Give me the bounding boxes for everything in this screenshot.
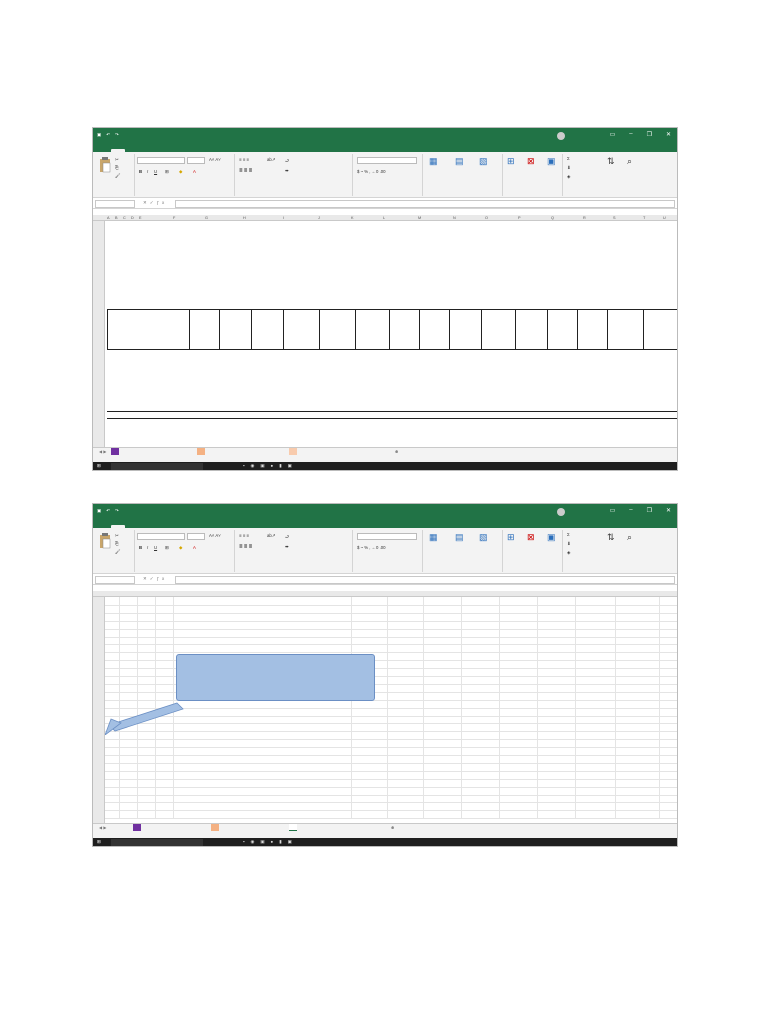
taskbar-apps-icon[interactable]: ▪◉▣●▮▣ — [243, 839, 298, 844]
header-divider — [389, 309, 390, 349]
grid-row-line — [105, 747, 677, 748]
column-header[interactable]: B — [115, 215, 118, 220]
formula-bar — [93, 199, 677, 209]
header-divider — [515, 309, 516, 349]
wrap-text-icon: ⮐ — [285, 158, 289, 163]
clear-button[interactable] — [567, 550, 570, 556]
number-group — [353, 154, 423, 196]
eraser-icon: ◈ — [567, 174, 571, 179]
transactions-callout — [176, 654, 375, 701]
format-cells-icon[interactable]: ▣ — [547, 156, 556, 166]
delete-cells-icon[interactable]: ⊠ — [527, 532, 535, 542]
underline-icon[interactable]: U — [154, 545, 158, 550]
status-bar — [93, 831, 677, 838]
undo-icon[interactable]: ↶ — [106, 508, 111, 513]
column-headers — [93, 215, 677, 221]
formula-bar — [93, 575, 677, 585]
minimize-icon[interactable]: – — [629, 131, 633, 137]
restore-icon[interactable]: ❐ — [646, 132, 652, 138]
header-top — [107, 309, 677, 310]
windows-start-icon[interactable]: ⊞ — [97, 463, 101, 468]
borders-icon[interactable]: ⊞ — [165, 169, 169, 174]
font-size-select[interactable] — [187, 533, 205, 540]
column-header[interactable]: U — [663, 215, 666, 220]
header-divider — [577, 309, 578, 349]
column-header[interactable]: S — [613, 215, 616, 220]
column-header[interactable]: T — [643, 215, 646, 220]
sheet-nav-icon[interactable]: ◀ ▶ — [99, 449, 107, 454]
row-headers — [93, 221, 105, 447]
column-header[interactable]: K — [351, 215, 354, 220]
taskbar-search[interactable] — [111, 839, 203, 847]
grid-row-line — [105, 802, 677, 803]
format-painter-icon[interactable]: 🖌 — [115, 173, 121, 178]
grid-row-line — [105, 787, 677, 788]
grid-row-line — [105, 613, 677, 614]
clipboard-group — [93, 154, 135, 196]
excel-screenshot-entries — [92, 503, 678, 847]
autosum-button[interactable] — [567, 532, 570, 537]
sheet-tab-ho-expense[interactable] — [289, 824, 297, 831]
grid-row-line — [105, 779, 677, 780]
grid-row-line — [105, 810, 677, 811]
orientation-icon[interactable]: ab↗ — [267, 157, 276, 162]
column-header[interactable]: M — [418, 215, 422, 220]
worksheet-grid[interactable] — [93, 591, 677, 823]
cell-styles-icon[interactable]: ▧ — [479, 156, 488, 166]
column-header[interactable]: O — [485, 215, 488, 220]
grid-row-line — [105, 739, 677, 740]
title-bar — [93, 504, 677, 518]
find-select-icon[interactable]: ⌕ — [627, 532, 633, 542]
header-divider — [283, 309, 284, 349]
header-divider — [643, 309, 644, 349]
sheet-tab-site-expense[interactable] — [211, 824, 219, 831]
font-name-select[interactable] — [137, 157, 185, 164]
header-divider — [547, 309, 548, 349]
header-divider — [355, 309, 356, 349]
column-header[interactable]: D — [131, 215, 134, 220]
minimize-icon[interactable]: – — [629, 507, 633, 513]
conditional-formatting-icon[interactable]: ▦ — [429, 156, 438, 166]
grid-row-line — [105, 605, 677, 606]
column-header[interactable]: P — [518, 215, 521, 220]
save-icon[interactable]: ▣ — [97, 508, 102, 513]
column-headers — [93, 591, 677, 597]
header-divider — [319, 309, 320, 349]
fill-icon: ⬇ — [567, 541, 571, 546]
grow-font-icon[interactable]: A˄ A˅ — [209, 533, 221, 538]
underline-icon[interactable]: U — [154, 169, 158, 174]
column-header[interactable]: Q — [551, 215, 554, 220]
wrap-text-button[interactable] — [285, 157, 289, 165]
header-divider — [607, 309, 608, 349]
fill-icon: ⬇ — [567, 165, 571, 170]
align-top-icon[interactable]: ≡ ≡ ≡ — [239, 157, 249, 162]
grid-row-line — [105, 755, 677, 756]
grid-row-line — [105, 644, 677, 645]
delete-cells-icon[interactable]: ⊠ — [527, 156, 535, 166]
column-header[interactable]: F — [173, 215, 176, 220]
windows-taskbar — [93, 462, 677, 471]
wrap-text-icon: ⮐ — [285, 534, 289, 539]
align-left-icon[interactable]: ≣ ≣ ≣ — [239, 168, 253, 173]
header-divider — [449, 309, 450, 349]
grid-row-line — [105, 771, 677, 772]
styles-group — [423, 154, 503, 196]
accounting-format-icon[interactable]: $ ~ % , ←0 .00 — [357, 545, 386, 550]
grid-row-line — [105, 637, 677, 638]
grow-font-icon[interactable]: A˄ A˅ — [209, 157, 221, 162]
copy-icon[interactable]: ⎘ — [115, 165, 119, 170]
number-format-select[interactable] — [357, 157, 417, 164]
formula-icons[interactable]: ✕✓ƒx — [143, 200, 168, 205]
cell-styles-icon[interactable]: ▧ — [479, 532, 488, 542]
italic-icon[interactable]: I — [147, 545, 149, 550]
conditional-formatting-icon[interactable]: ▦ — [429, 532, 438, 542]
orientation-icon[interactable]: ab↗ — [267, 533, 276, 538]
editing-group — [563, 154, 678, 196]
status-bar — [93, 455, 677, 462]
paste-icon[interactable] — [99, 533, 111, 549]
copy-icon[interactable]: ⎘ — [115, 541, 119, 546]
total-top — [107, 411, 677, 412]
close-icon[interactable]: ✕ — [665, 132, 671, 138]
header-divider — [481, 309, 482, 349]
merge-center-button[interactable] — [285, 544, 289, 550]
number-format-select[interactable] — [357, 533, 417, 540]
sheet-tab-report[interactable] — [111, 448, 119, 455]
merge-icon: ⬌ — [285, 168, 289, 173]
header-divider — [189, 309, 190, 349]
font-name-select[interactable] — [137, 533, 185, 540]
grid-row-line — [105, 716, 677, 717]
alignment-group — [235, 530, 353, 572]
number-group — [353, 530, 423, 572]
cells-group — [503, 530, 563, 572]
grid-row-line — [105, 629, 677, 630]
fill-button[interactable] — [567, 165, 571, 171]
format-table-icon[interactable]: ▤ — [455, 156, 464, 166]
fill-button[interactable] — [567, 541, 571, 547]
cut-icon[interactable]: ✂ — [115, 157, 119, 162]
windows-start-icon[interactable]: ⊞ — [97, 839, 101, 844]
format-table-icon[interactable]: ▤ — [455, 532, 464, 542]
format-cells-icon[interactable]: ▣ — [547, 532, 556, 542]
editing-group — [563, 530, 678, 572]
grid-row-line — [105, 731, 677, 732]
column-header[interactable]: A — [107, 215, 110, 220]
formula-input[interactable] — [175, 576, 675, 584]
grid-row-line — [105, 621, 677, 622]
close-icon[interactable]: ✕ — [665, 508, 671, 514]
grid-row-line — [105, 723, 677, 724]
ribbon-display-icon[interactable]: ▭ — [609, 508, 616, 514]
sheet-tabs — [93, 823, 677, 831]
grid-row-line — [105, 818, 677, 819]
user-name — [553, 132, 565, 140]
column-header[interactable]: I — [283, 215, 285, 220]
title-bar — [93, 128, 677, 142]
column-header[interactable]: R — [583, 215, 586, 220]
clear-button[interactable] — [567, 174, 570, 180]
borders-icon[interactable]: ⊞ — [165, 545, 169, 550]
header-bottom — [107, 349, 677, 350]
font-group — [135, 530, 235, 572]
clipboard-group — [93, 530, 135, 572]
avatar[interactable] — [557, 508, 565, 516]
sigma-icon: Σ — [567, 532, 570, 537]
font-size-select[interactable] — [187, 157, 205, 164]
merge-center-button[interactable] — [285, 168, 289, 174]
styles-group — [423, 530, 503, 572]
column-header[interactable]: L — [383, 215, 386, 220]
sheet-tab-report[interactable] — [133, 824, 141, 831]
ribbon-tabs — [93, 518, 677, 528]
align-top-icon[interactable]: ≡ ≡ ≡ — [239, 533, 249, 538]
italic-icon[interactable]: I — [147, 169, 149, 174]
column-header[interactable]: G — [205, 215, 208, 220]
insert-cells-icon[interactable]: ⊞ — [507, 532, 515, 542]
font-color-icon[interactable]: A — [193, 545, 196, 550]
user-name — [553, 508, 565, 516]
formula-icons[interactable]: ✕✓ƒx — [143, 576, 168, 581]
grid-row-line — [105, 763, 677, 764]
cut-icon[interactable]: ✂ — [115, 533, 119, 538]
sigma-icon: Σ — [567, 156, 570, 161]
undo-icon[interactable]: ↶ — [106, 132, 111, 137]
ribbon-display-icon[interactable]: ▭ — [609, 132, 616, 138]
insert-cells-icon[interactable]: ⊞ — [507, 156, 515, 166]
name-box[interactable] — [95, 576, 135, 584]
grid-row-line — [105, 795, 677, 796]
row-headers — [93, 597, 105, 823]
sheet-tabs — [93, 447, 677, 455]
redo-icon[interactable]: ↷ — [115, 508, 119, 513]
sort-filter-icon[interactable]: ⇅ — [607, 156, 615, 166]
header-divider — [107, 309, 108, 349]
excel-screenshot-report — [92, 127, 678, 471]
add-sheet-icon[interactable]: ⊕ — [391, 825, 395, 830]
sheet-tab-site-expense[interactable] — [197, 448, 205, 455]
align-left-icon[interactable]: ≣ ≣ ≣ — [239, 544, 253, 549]
name-box[interactable] — [95, 200, 135, 208]
column-header[interactable]: C — [123, 215, 126, 220]
restore-icon[interactable]: ❐ — [646, 508, 652, 514]
avatar[interactable] — [557, 132, 565, 140]
autosum-button[interactable] — [567, 156, 570, 161]
add-sheet-icon[interactable]: ⊕ — [395, 449, 399, 454]
callout-arrow — [105, 701, 185, 735]
format-painter-icon[interactable]: 🖌 — [115, 549, 121, 554]
column-header[interactable]: E — [139, 215, 142, 220]
ribbon — [93, 528, 677, 574]
ribbon-tabs — [93, 142, 677, 152]
sheet-nav-icon[interactable]: ◀ ▶ — [99, 825, 107, 830]
eraser-icon: ◈ — [567, 550, 571, 555]
windows-taskbar — [93, 838, 677, 847]
save-icon[interactable]: ▣ — [97, 132, 102, 137]
find-select-icon[interactable]: ⌕ — [627, 156, 633, 166]
column-header[interactable]: N — [453, 215, 456, 220]
column-header[interactable]: H — [243, 215, 246, 220]
header-divider — [251, 309, 252, 349]
column-header[interactable]: J — [318, 215, 320, 220]
font-group — [135, 154, 235, 196]
redo-icon[interactable]: ↷ — [115, 132, 119, 137]
cells-group — [503, 154, 563, 196]
ribbon — [93, 152, 677, 198]
font-color-icon[interactable]: A — [193, 169, 196, 174]
header-divider — [419, 309, 420, 349]
taskbar-apps-icon[interactable]: ▪◉▣●▮▣ — [243, 463, 298, 468]
grid-row-line — [105, 708, 677, 709]
bold-icon[interactable]: B — [139, 169, 143, 174]
header-divider — [219, 309, 220, 349]
fill-color-icon[interactable]: ◆ — [179, 169, 183, 174]
sheet-tab-ho-expense[interactable] — [289, 448, 297, 455]
taskbar-search[interactable] — [111, 463, 203, 471]
merge-icon: ⬌ — [285, 544, 289, 549]
fill-color-icon[interactable]: ◆ — [179, 545, 183, 550]
bold-icon[interactable]: B — [139, 545, 143, 550]
total-bottom — [107, 418, 677, 419]
formula-input[interactable] — [175, 200, 675, 208]
worksheet-grid[interactable] — [93, 215, 677, 447]
paste-icon[interactable] — [99, 157, 111, 173]
wrap-text-button[interactable] — [285, 533, 289, 541]
sort-filter-icon[interactable]: ⇅ — [607, 532, 615, 542]
alignment-group — [235, 154, 353, 196]
accounting-format-icon[interactable]: $ ~ % , ←0 .00 — [357, 169, 386, 174]
